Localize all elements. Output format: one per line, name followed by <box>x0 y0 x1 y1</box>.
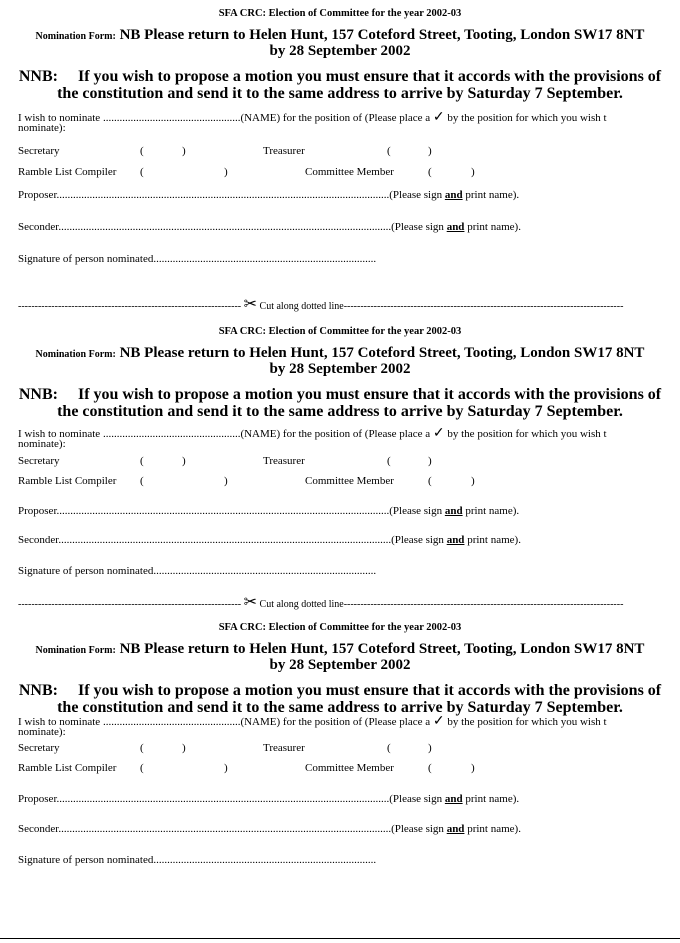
cut-dashes: ------------------------------------------------------------------- <box>18 301 242 312</box>
proposer-field[interactable]: ......................................................................................................................... <box>56 189 390 201</box>
committee-close[interactable]: ) <box>471 475 475 487</box>
proposer-line <box>18 794 519 805</box>
nominate-text: I wish to nominate <box>18 112 103 124</box>
scissors-icon: ✂ <box>243 594 258 611</box>
and-text: and <box>446 221 465 233</box>
form-title: SFA CRC: Election of Committee for the year 2002-03 <box>218 326 462 337</box>
nominate-text: I wish to nominate <box>18 716 103 728</box>
ramble-close[interactable]: ) <box>224 762 228 774</box>
and-text: and <box>444 189 463 201</box>
committee-open[interactable]: ( <box>428 475 432 487</box>
ramble-label: Ramble List Compiler <box>18 166 117 178</box>
signature-field[interactable]: ................................................................................. <box>153 854 377 866</box>
ramble-close[interactable]: ) <box>224 166 228 178</box>
tick-icon: ✓ <box>432 714 445 729</box>
position-text-end: by the position for which you wish t <box>444 428 607 440</box>
seconder-label: Seconder <box>18 534 59 546</box>
secretary-open[interactable]: ( <box>140 145 144 157</box>
signature-line <box>18 855 376 866</box>
position-text-end: by the position for which you wish t <box>444 716 607 728</box>
print-name: print name). <box>464 534 521 546</box>
committee-open[interactable]: ( <box>428 762 432 774</box>
nominate-line <box>18 112 607 124</box>
cut-label: Cut along dotted line <box>257 301 344 312</box>
nomination-prefix: Nomination Form: <box>35 349 116 360</box>
treasurer-label: Treasurer <box>263 742 305 754</box>
position-text: (NAME) for the position of (Please place a <box>240 112 433 124</box>
nomination-prefix: Nomination Form: <box>35 645 116 656</box>
signature-label: Signature of person nominated <box>18 565 154 577</box>
ramble-label: Ramble List Compiler <box>18 475 117 487</box>
treasurer-close[interactable]: ) <box>428 455 432 467</box>
name-field[interactable]: .................................................. <box>102 112 241 124</box>
nnb-label: NNB: <box>18 386 58 403</box>
print-name: print name). <box>464 823 521 835</box>
committee-close[interactable]: ) <box>471 166 475 178</box>
secretary-open[interactable]: ( <box>140 742 144 754</box>
ramble-open[interactable]: ( <box>140 475 144 487</box>
please-sign: (Please sign <box>389 505 445 517</box>
proposer-label: Proposer <box>18 189 57 201</box>
treasurer-open[interactable]: ( <box>387 455 391 467</box>
page-bottom-border <box>0 938 680 939</box>
cut-dashes: ------------------------------------------------------------------- <box>18 599 242 610</box>
committee-open[interactable]: ( <box>428 166 432 178</box>
committee-close[interactable]: ) <box>471 762 475 774</box>
please-sign: (Please sign <box>389 189 445 201</box>
ramble-label: Ramble List Compiler <box>18 762 117 774</box>
print-name: print name). <box>462 505 520 517</box>
nominate-line-2: nominate): <box>18 122 66 134</box>
nomination-deadline: by 28 September 2002 <box>269 657 411 673</box>
name-field[interactable]: .................................................. <box>102 428 241 440</box>
nomination-header <box>0 642 680 673</box>
proposer-field[interactable]: ......................................................................................................................... <box>56 793 390 805</box>
print-name: print name). <box>462 793 520 805</box>
secretary-open[interactable]: ( <box>140 455 144 467</box>
nomination-return-text: NB Please return to Helen Hunt, 157 Coteford Street, Tooting, London SW17 8NT <box>119 641 645 657</box>
seconder-label: Seconder <box>18 221 59 233</box>
secretary-close[interactable]: ) <box>182 742 186 754</box>
position-text: (NAME) for the position of (Please place a <box>240 716 433 728</box>
seconder-line <box>18 535 521 546</box>
treasurer-open[interactable]: ( <box>387 145 391 157</box>
and-text: and <box>444 505 463 517</box>
nomination-return-text: NB Please return to Helen Hunt, 157 Coteford Street, Tooting, London SW17 8NT <box>119 345 645 361</box>
print-name: print name). <box>462 189 520 201</box>
please-sign: (Please sign <box>391 534 447 546</box>
nnb-label: NNB: <box>18 68 58 85</box>
ramble-open[interactable]: ( <box>140 166 144 178</box>
form-title: SFA CRC: Election of Committee for the year 2002-03 <box>218 622 462 633</box>
and-text: and <box>446 823 465 835</box>
treasurer-open[interactable]: ( <box>387 742 391 754</box>
nominate-line-2: nominate): <box>18 726 66 738</box>
name-field[interactable]: .................................................. <box>102 716 241 728</box>
print-name: print name). <box>464 221 521 233</box>
secretary-label: Secretary <box>18 455 60 467</box>
nnb-notice <box>0 68 680 102</box>
cut-label: Cut along dotted line <box>257 599 344 610</box>
signature-line <box>18 566 376 577</box>
nnb-label: NNB: <box>18 682 58 699</box>
committee-member-label: Committee Member <box>305 166 394 178</box>
committee-member-label: Committee Member <box>305 475 394 487</box>
treasurer-close[interactable]: ) <box>428 145 432 157</box>
please-sign: (Please sign <box>391 823 447 835</box>
nominate-text: I wish to nominate <box>18 428 103 440</box>
proposer-label: Proposer <box>18 793 57 805</box>
seconder-field[interactable]: ......................................................................................................................... <box>58 534 392 546</box>
position-text: (NAME) for the position of (Please place a <box>240 428 433 440</box>
treasurer-close[interactable]: ) <box>428 742 432 754</box>
and-text: and <box>446 534 465 546</box>
cut-dashes: ------------------------------------------------------------------------------------ <box>343 599 624 610</box>
nnb-text-1: If you wish to propose a motion you must ensure that it accords with the provisions of <box>77 68 662 85</box>
seconder-field[interactable]: ......................................................................................................................... <box>58 221 392 233</box>
scissors-icon: ✂ <box>243 296 258 313</box>
nomination-header <box>0 28 680 59</box>
seconder-label: Seconder <box>18 823 59 835</box>
nomination-deadline: by 28 September 2002 <box>269 361 411 377</box>
seconder-line <box>18 222 521 233</box>
proposer-field[interactable]: ......................................................................................................................... <box>56 505 390 517</box>
position-text-end: by the position for which you wish t <box>444 112 607 124</box>
seconder-field[interactable]: ......................................................................................................................... <box>58 823 392 835</box>
nnb-notice <box>0 682 680 716</box>
nnb-text-2: the constitution and send it to the same address to arrive by Saturday 7 September. <box>57 403 623 420</box>
nomination-return-text: NB Please return to Helen Hunt, 157 Coteford Street, Tooting, London SW17 8NT <box>119 27 645 43</box>
signature-label: Signature of person nominated <box>18 253 154 265</box>
nnb-notice <box>0 386 680 420</box>
proposer-line <box>18 506 519 517</box>
proposer-label: Proposer <box>18 505 57 517</box>
nomination-prefix: Nomination Form: <box>35 31 116 42</box>
proposer-line <box>18 190 519 201</box>
please-sign: (Please sign <box>391 221 447 233</box>
nominate-line <box>18 428 607 440</box>
treasurer-label: Treasurer <box>263 145 305 157</box>
please-sign: (Please sign <box>389 793 445 805</box>
signature-field[interactable]: ................................................................................. <box>153 565 377 577</box>
secretary-close[interactable]: ) <box>182 145 186 157</box>
nominate-line <box>18 716 607 728</box>
tick-icon: ✓ <box>432 110 445 125</box>
treasurer-label: Treasurer <box>263 455 305 467</box>
secretary-close[interactable]: ) <box>182 455 186 467</box>
cut-dashes: ------------------------------------------------------------------------------------ <box>343 301 624 312</box>
form-title: SFA CRC: Election of Committee for the year 2002-03 <box>218 8 462 19</box>
nomination-deadline: by 28 September 2002 <box>269 43 411 59</box>
ramble-close[interactable]: ) <box>224 475 228 487</box>
cut-line-1 <box>18 294 658 314</box>
nomination-header <box>0 346 680 377</box>
nnb-text-1: If you wish to propose a motion you must ensure that it accords with the provisions of <box>77 386 662 403</box>
ramble-open[interactable]: ( <box>140 762 144 774</box>
signature-line <box>18 254 376 265</box>
nnb-text-2: the constitution and send it to the same address to arrive by Saturday 7 September. <box>57 85 623 102</box>
secretary-label: Secretary <box>18 145 60 157</box>
nnb-text-2: the constitution and send it to the same address to arrive by Saturday 7 September. <box>57 699 623 716</box>
and-text: and <box>444 793 463 805</box>
secretary-label: Secretary <box>18 742 60 754</box>
tick-icon: ✓ <box>432 426 445 441</box>
cut-line-2 <box>18 592 658 612</box>
seconder-line <box>18 824 521 835</box>
signature-field[interactable]: ................................................................................. <box>153 253 377 265</box>
nominate-line-2: nominate): <box>18 438 66 450</box>
nnb-text-1: If you wish to propose a motion you must ensure that it accords with the provisions of <box>77 682 662 699</box>
committee-member-label: Committee Member <box>305 762 394 774</box>
signature-label: Signature of person nominated <box>18 854 154 866</box>
